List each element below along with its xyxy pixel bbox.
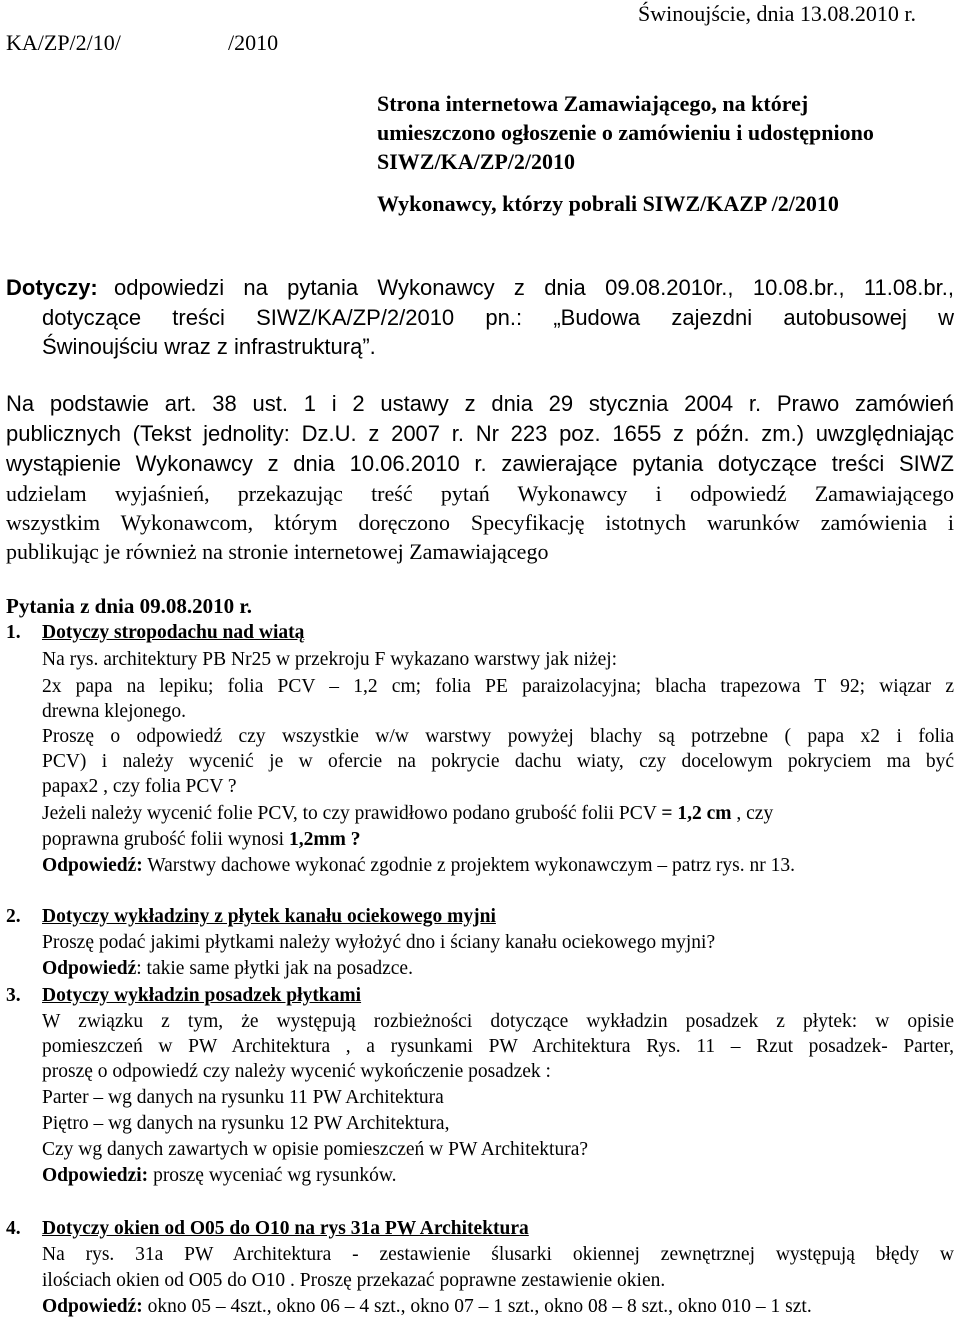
question-number: 2.	[6, 906, 21, 927]
question-text: ilościach okien od O05 do O10 . Proszę przekazać poprawne zestawienie okien.	[42, 1270, 666, 1291]
recipient-line: Strona internetowa Zamawiającego, na której	[377, 91, 809, 116]
subject-line: odpowiedzi na pytania Wykonawcy z dnia 09.08.2010r., 10.08.br., 11.08.br.,	[114, 275, 954, 300]
question-text: Na rys. architektury PB Nr25 w przekroju F wykazano warstwy jak niżej:	[42, 649, 618, 670]
question-text: Czy wg danych zawartych w opisie pomieszczeń w PW Architektura?	[42, 1139, 588, 1160]
question-number: 4.	[6, 1218, 21, 1239]
place-date: Świnoujście, dnia 13.08.2010 r.	[638, 1, 917, 26]
recipient-line: umieszczono ogłoszenie o zamówieniu i udostępniono	[377, 120, 874, 145]
question-number: 1.	[6, 622, 21, 643]
question-text: Proszę podać jakimi płytkami należy wyłożyć dno i ściany kanału ociekowego myjni?	[42, 932, 716, 953]
intro-line: wszystkim Wykonawcom, którym doręczono Specyfikację istotnych warunków zamówienia i	[6, 510, 954, 535]
question-text: pomieszczeń w PW Architektura , a rysunkami PW Architektura Rys. 11 – Rzut posadzek- Parter,	[42, 1036, 954, 1057]
answer-text: : takie same płytki jak na posadzce.	[136, 958, 413, 979]
recipient-line: Wykonawcy, którzy pobrali SIWZ/KAZP /2/2010	[377, 191, 839, 216]
question-text: Piętro – wg danych na rysunku 12 PW Architektura,	[42, 1113, 450, 1134]
answer-label: Odpowiedź	[42, 958, 137, 979]
question-text: PCV) i należy wycenić je w ofercie na pokrycie dachu wiaty, czy docelowym pokryciem ma być	[42, 751, 954, 772]
answer-label: Odpowiedź:	[42, 855, 143, 876]
question-text: papax2 , czy folia PCV ?	[42, 776, 237, 797]
reference-year: /2010	[228, 30, 279, 55]
intro-line: Na podstawie art. 38 ust. 1 i 2 ustawy z dnia 29 stycznia 2004 r. Prawo zamówień	[6, 391, 954, 416]
question-number: 3.	[6, 985, 21, 1006]
answer-label: Odpowiedź:	[42, 1296, 143, 1317]
question-text: proszę o odpowiedź czy należy wycenić wykończenie posadzek :	[42, 1061, 551, 1082]
thickness-value: 1,2mm ?	[288, 829, 361, 850]
subject-line: dotyczące treści SIWZ/KA/ZP/2/2010 pn.: „Budowa zajezdni autobusowej w	[42, 305, 954, 330]
question-text-part: , czy	[731, 803, 774, 824]
intro-line: publikując je również na stronie internetowej Zamawiającego	[6, 539, 549, 564]
reference-number: KA/ZP/2/10/	[6, 30, 121, 55]
question-text-part: Jeżeli należy wycenić folie PCV, to czy prawidłowo podano grubość folii PCV	[42, 803, 662, 824]
question-text: Proszę o odpowiedź czy wszystkie w/w warstwy powyżej blachy są potrzebne ( papa x2 i folia	[42, 726, 954, 747]
question-title: Dotyczy okien od O05 do O10 na rys 31a PW Architektura	[42, 1218, 529, 1239]
answer	[42, 1165, 397, 1187]
intro-line: wystąpienie Wykonawcy z dnia 10.06.2010 r. zawierające pytania dotyczące treści SIWZ	[6, 451, 954, 476]
question-text	[42, 803, 773, 825]
question-text: Na rys. 31a PW Architektura - zestawienie ślusarki okiennej zewnętrznej występują błędy w	[42, 1244, 954, 1265]
question-text: 2x papa na lepiku; folia PCV – 1,2 cm; folia PE paraizolacyjna; blacha trapezowa T 92; wiązar z	[42, 676, 954, 697]
recipient-line: SIWZ/KA/ZP/2/2010	[377, 149, 576, 174]
answer	[42, 1296, 812, 1318]
question-text	[42, 829, 360, 851]
answer-text: okno 05 – 4szt., okno 06 – 4 szt., okno 07 – 1 szt., okno 08 – 8 szt., okno 010 – 1 szt.	[142, 1296, 812, 1317]
questions-heading: Pytania z dnia 09.08.2010 r.	[6, 594, 252, 618]
question-title: Dotyczy wykładzin posadzek płytkami	[42, 985, 362, 1006]
subject-label: Dotyczy:	[6, 275, 98, 300]
answer	[42, 855, 795, 877]
question-text-part: poprawna grubość folii wynosi	[42, 829, 289, 850]
thickness-value: = 1,2 cm	[661, 803, 732, 824]
intro-line: udzielam wyjaśnień, przekazując treść pytań Wykonawcy i odpowiedź Zamawiającego	[6, 481, 954, 506]
answer-text: proszę wyceniać wg rysunków.	[148, 1165, 397, 1186]
question-text: W związku z tym, że występują rozbieżności dotyczące wykładzin posadzek z płytek: w opisie	[42, 1011, 954, 1032]
intro-line: publicznych (Tekst jednolity: Dz.U. z 2007 r. Nr 223 poz. 1655 z późn. zm.) uwzględniając	[6, 421, 954, 446]
answer-label: Odpowiedzi:	[42, 1165, 149, 1186]
answer	[42, 958, 413, 980]
question-text: Parter – wg danych na rysunku 11 PW Architektura	[42, 1087, 444, 1108]
question-text: drewna klejonego.	[42, 701, 187, 722]
question-title: Dotyczy wykładziny z płytek kanału ociekowego myjni	[42, 906, 496, 927]
answer-text: Warstwy dachowe wykonać zgodnie z projektem wykonawczym – patrz rys. nr 13.	[142, 855, 795, 876]
subject-line: Świnoujściu wraz z infrastrukturą”.	[42, 334, 376, 359]
question-title: Dotyczy stropodachu nad wiatą	[42, 622, 305, 643]
